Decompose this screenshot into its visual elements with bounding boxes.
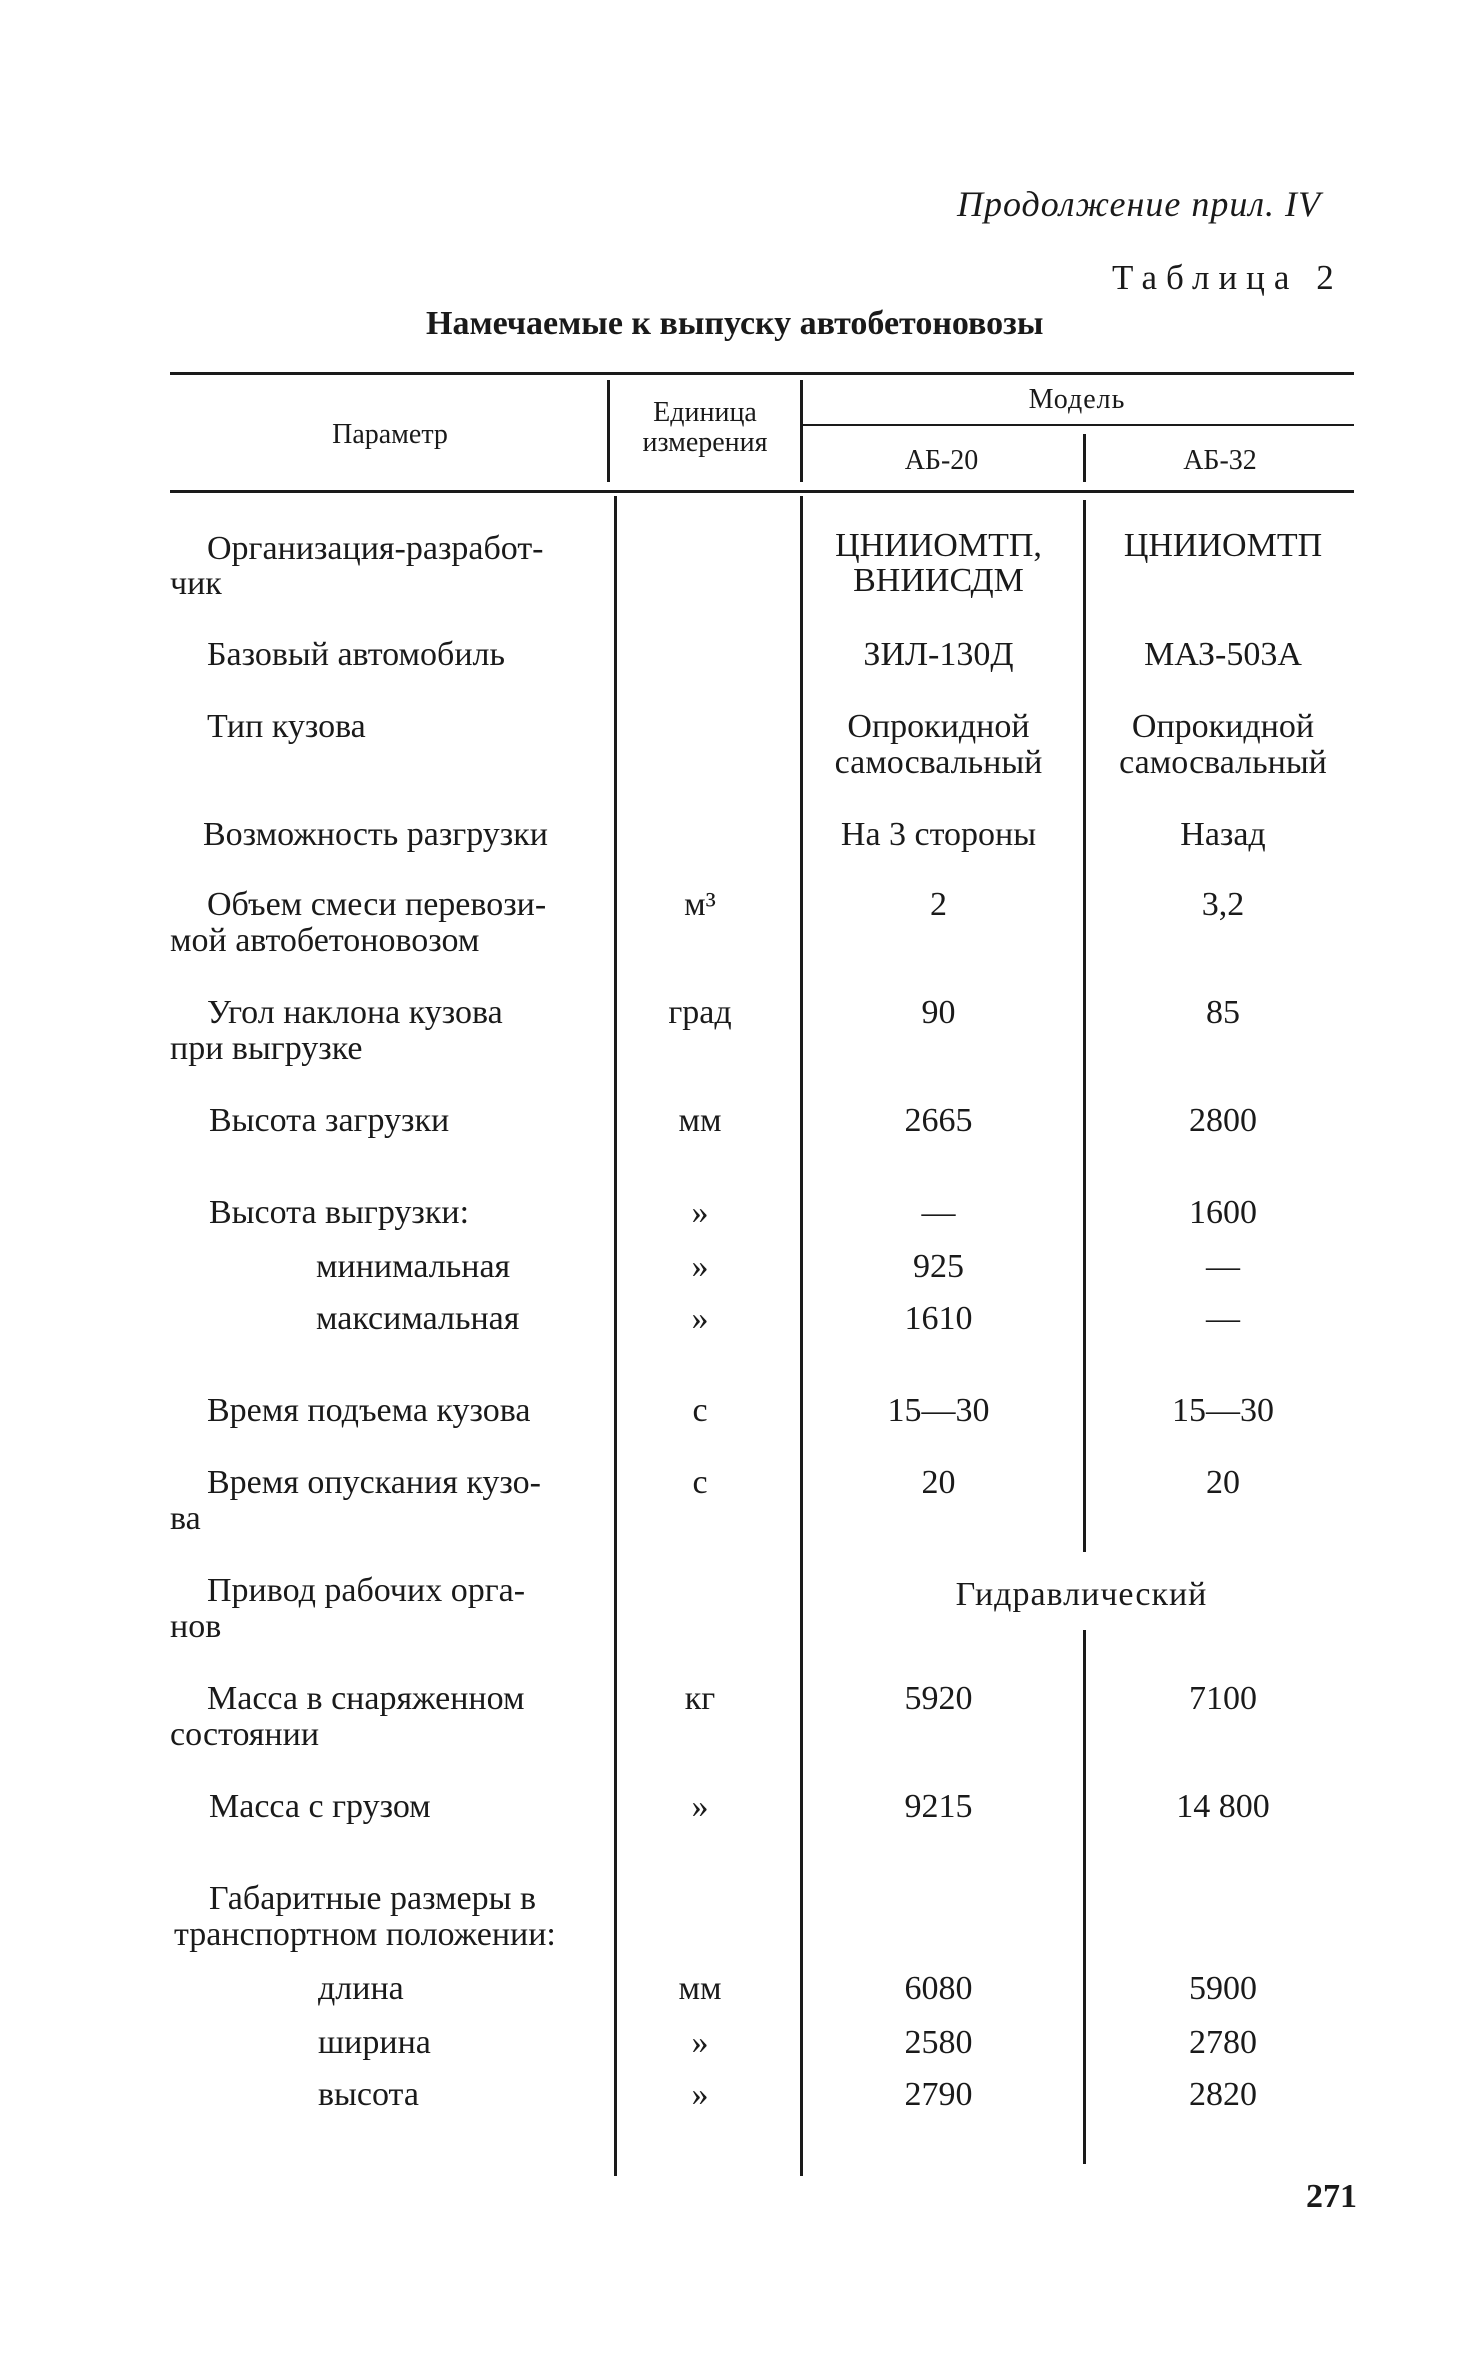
- header-unit: Единица измерения: [642, 397, 768, 458]
- table-cell-a: 5920: [904, 1680, 973, 1717]
- table-cell-b: —: [1206, 1300, 1240, 1337]
- table-cell-a: ЦНИИОМТП,: [835, 527, 1042, 564]
- header-model: Модель: [1028, 384, 1126, 415]
- table-row-param: Масса в снаряженном: [207, 1680, 525, 1717]
- table-cell-b: 2820: [1189, 2076, 1257, 2113]
- table-row-param: Объем смеси перевози-: [207, 886, 547, 923]
- table-cell-b: 5900: [1189, 1970, 1257, 2007]
- table-cell-unit: »: [691, 2024, 709, 2061]
- table-row-param: Время опускания кузо-: [207, 1464, 541, 1501]
- table-row-param: ширина: [318, 2024, 431, 2061]
- table-cell-unit: »: [691, 1248, 709, 1285]
- table-cell-b: 15—30: [1172, 1392, 1274, 1429]
- table-cell-unit: кг: [684, 1680, 716, 1717]
- table-cell-b: 3,2: [1201, 886, 1245, 923]
- table-title: Намечаемые к выпуску автобетоновозы: [426, 305, 1044, 342]
- table-cell-unit: »: [691, 1788, 709, 1825]
- table-cell-b: ЦНИИОМТП: [1123, 527, 1323, 564]
- model-subheader-rule: [802, 424, 1354, 426]
- table-cell-a: 2: [930, 886, 947, 923]
- table-cell-b: —: [1206, 1248, 1240, 1285]
- table-cell-merged: Гидравлический: [955, 1576, 1208, 1613]
- table-cell-b: самосвальный: [1119, 744, 1327, 781]
- table-row-param: длина: [318, 1970, 404, 2007]
- table-cell-b: МАЗ-503А: [1144, 636, 1302, 673]
- table-label: Таблица 2: [1112, 258, 1343, 297]
- page-number: 271: [1306, 2178, 1357, 2215]
- table-cell-a: 6080: [904, 1970, 973, 2007]
- table-cell-a: 925: [913, 1248, 964, 1285]
- table-row-param: транспортном положении:: [174, 1916, 556, 1953]
- table-cell-unit: град: [668, 994, 732, 1031]
- table-cell-b: 85: [1206, 994, 1240, 1031]
- table-row-param: Масса с грузом: [209, 1788, 431, 1825]
- table-cell-a: ВНИИСДМ: [853, 562, 1024, 599]
- table-cell-a: —: [921, 1194, 956, 1231]
- table-cell-unit: »: [691, 1300, 709, 1337]
- table-cell-unit: »: [691, 2076, 709, 2113]
- table-row-param: Базовый автомобиль: [207, 636, 505, 673]
- table-cell-a: самосвальный: [834, 744, 1043, 781]
- table-row-param: Время подъема кузова: [207, 1392, 531, 1429]
- table-cell-b: 2780: [1189, 2024, 1257, 2061]
- table-row-param: мой автобетоновозом: [170, 922, 480, 959]
- table-cell-a: На 3 стороны: [840, 816, 1037, 853]
- table-row-param: Высота загрузки: [209, 1102, 450, 1139]
- table-row-param: высота: [318, 2076, 419, 2113]
- table-cell-b: 1600: [1189, 1194, 1257, 1231]
- table-cell-unit: мм: [678, 1102, 722, 1139]
- table-row-param: чик: [170, 565, 222, 602]
- table-cell-a: 9215: [904, 1788, 973, 1825]
- table-cell-a: Опрокидной: [847, 708, 1030, 745]
- table-row-param: минимальная: [316, 1248, 511, 1285]
- table-cell-unit: с: [692, 1392, 708, 1429]
- table-row-param: Высота выгрузки:: [209, 1194, 470, 1231]
- table-row-param: Возможность разгрузки: [203, 816, 548, 853]
- table-cell-unit: с: [692, 1464, 708, 1501]
- table-cell-a: 2665: [904, 1102, 973, 1139]
- table-row-param: максимальная: [316, 1300, 520, 1337]
- header-bottom-rule: [170, 490, 1354, 493]
- table-cell-a: 20: [921, 1464, 956, 1501]
- table-cell-a: 15—30: [887, 1392, 990, 1429]
- table-row-param: Тип кузова: [207, 708, 366, 745]
- table-row-param: при выгрузке: [170, 1030, 363, 1067]
- table-row-param: Угол наклона кузова: [207, 994, 503, 1031]
- table-row-param: Организация-разработ-: [207, 530, 544, 567]
- table-row-param: Привод рабочих орга-: [207, 1572, 526, 1609]
- table-cell-unit: »: [691, 1194, 709, 1231]
- table-row-param: нов: [170, 1608, 222, 1645]
- table-cell-b: 14 800: [1176, 1788, 1270, 1825]
- table-cell-b: 2800: [1189, 1102, 1257, 1139]
- table-cell-unit: мм: [678, 1970, 722, 2007]
- table-cell-b: Опрокидной: [1131, 708, 1315, 745]
- table-top-rule: [170, 372, 1354, 375]
- table-cell-b: 7100: [1189, 1680, 1257, 1717]
- table-cell-b: 20: [1206, 1464, 1240, 1501]
- continuation-note: Продолжение прил. IV: [957, 184, 1322, 224]
- table-row-param: состоянии: [170, 1716, 320, 1753]
- table-cell-a: ЗИЛ-130Д: [863, 636, 1014, 673]
- header-model-a: АБ-20: [904, 445, 979, 476]
- header-model-b: АБ-32: [1183, 445, 1257, 476]
- table-cell-a: 2790: [904, 2076, 973, 2113]
- table-cell-b: Назад: [1180, 816, 1266, 853]
- table-cell-a: 90: [921, 994, 956, 1031]
- table-cell-a: 2580: [904, 2024, 973, 2061]
- table-row-param: Габаритные размеры в: [209, 1880, 537, 1917]
- table-cell-unit: м³: [684, 886, 716, 923]
- header-param: Параметр: [332, 419, 448, 450]
- table-cell-a: 1610: [904, 1300, 973, 1337]
- table-row-param: ва: [170, 1500, 201, 1537]
- unit-column-divider-left: [607, 380, 610, 482]
